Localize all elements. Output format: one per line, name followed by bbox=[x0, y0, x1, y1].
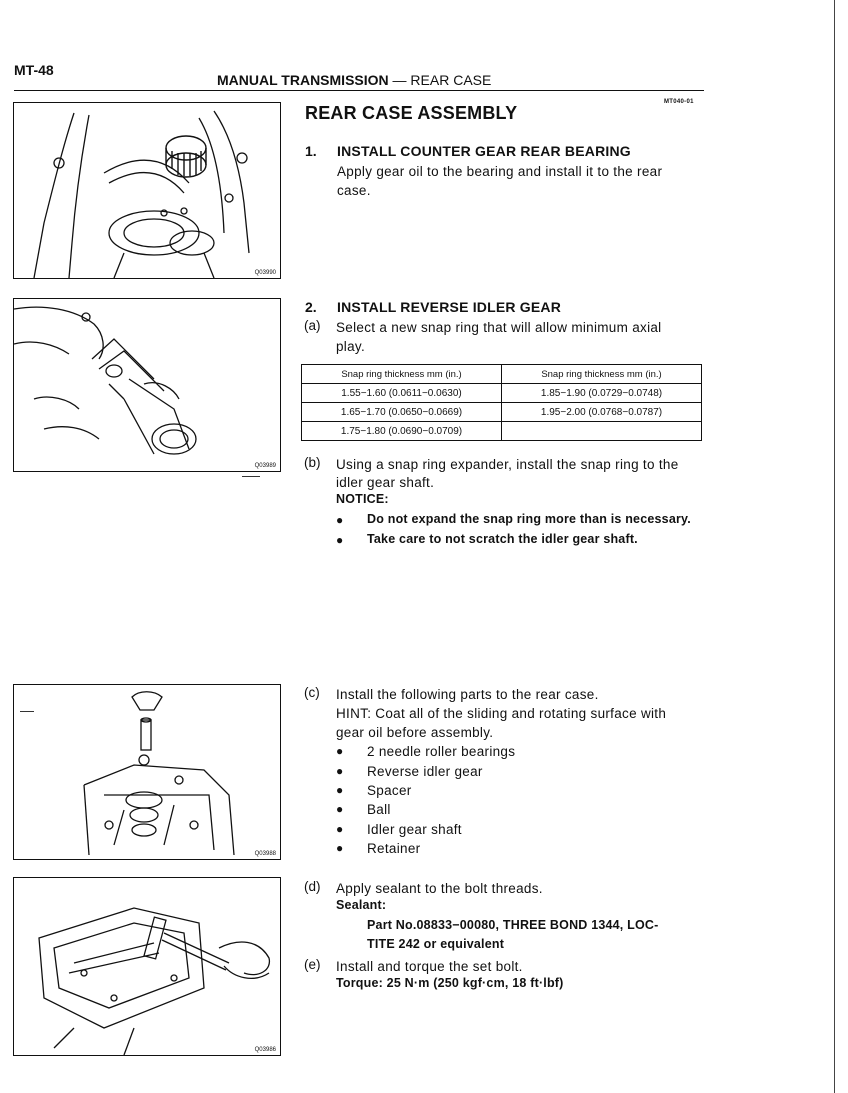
step2a-line1: Select a new snap ring that will allow minimum axial bbox=[336, 320, 662, 335]
figure-snap-ring-expander bbox=[13, 298, 281, 472]
step2b-letter: (b) bbox=[304, 455, 321, 470]
list-item: Reverse idler gear bbox=[367, 764, 483, 779]
page-number: MT-48 bbox=[14, 62, 54, 78]
figure-code: Q03989 bbox=[254, 463, 276, 469]
step2c-letter: (c) bbox=[304, 685, 320, 700]
list-item: Spacer bbox=[367, 783, 412, 798]
snap-ring-table-wrapper bbox=[301, 364, 702, 441]
step2c-line1: Install the following parts to the rear case. bbox=[336, 687, 599, 702]
step1-text-line2: case. bbox=[337, 183, 371, 198]
figure-code: Q03988 bbox=[254, 851, 276, 857]
step2-number: 2. bbox=[305, 299, 317, 315]
snap-ring-table bbox=[301, 364, 702, 441]
notice-label: NOTICE: bbox=[336, 492, 389, 506]
step1-number: 1. bbox=[305, 143, 317, 159]
table-cell bbox=[502, 422, 702, 441]
step1-text-line1: Apply gear oil to the bearing and install it to the rear bbox=[337, 164, 663, 179]
figure-code: Q03990 bbox=[254, 270, 276, 276]
sealant-label: Sealant: bbox=[336, 898, 387, 912]
parts-bullet: ● bbox=[336, 822, 344, 836]
parts-bullet: ● bbox=[336, 764, 344, 778]
parts-bullet: ● bbox=[336, 783, 344, 797]
notice-item: Do not expand the snap ring more than is necessary. bbox=[367, 512, 691, 526]
table-row bbox=[302, 403, 702, 422]
step2e-line1: Install and torque the set bolt. bbox=[336, 959, 523, 974]
page-edge-line bbox=[834, 0, 835, 1093]
notice-bullet: ● bbox=[336, 533, 344, 547]
list-item: Idler gear shaft bbox=[367, 822, 462, 837]
notice-item: Take care to not scratch the idler gear shaft. bbox=[367, 532, 638, 546]
parts-bullet: ● bbox=[336, 744, 344, 758]
table-header-cell: Snap ring thickness mm (in.) bbox=[502, 365, 702, 384]
table-header-cell: Snap ring thickness mm (in.) bbox=[302, 365, 502, 384]
notice-bullet: ● bbox=[336, 513, 344, 527]
rear-case-bearing-illustration bbox=[14, 103, 280, 278]
torque-spec: Torque: 25 N·m (250 kgf·cm, 18 ft·lbf) bbox=[336, 976, 564, 990]
step2-title: INSTALL REVERSE IDLER GEAR bbox=[337, 299, 562, 315]
scan-mark bbox=[242, 476, 260, 477]
step2a-letter: (a) bbox=[304, 318, 321, 333]
table-cell: 1.85−1.90 (0.0729−0.0748) bbox=[502, 384, 702, 403]
step2b-line2: idler gear shaft. bbox=[336, 475, 435, 490]
table-row bbox=[302, 422, 702, 441]
header-separator: — bbox=[388, 72, 411, 88]
step1-title: INSTALL COUNTER GEAR REAR BEARING bbox=[337, 143, 631, 159]
parts-bullet: ● bbox=[336, 841, 344, 855]
section-name: MANUAL TRANSMISSION bbox=[217, 72, 389, 88]
set-bolt-torque-illustration bbox=[14, 878, 280, 1055]
table-header-row bbox=[302, 365, 702, 384]
subsection-name: REAR CASE bbox=[410, 72, 492, 88]
list-item: Retainer bbox=[367, 841, 421, 856]
table-cell: 1.55−1.60 (0.0611−0.0630) bbox=[302, 384, 502, 403]
figure-counter-gear-bearing bbox=[13, 102, 281, 279]
table-cell: 1.65−1.70 (0.0650−0.0669) bbox=[302, 403, 502, 422]
step2e-letter: (e) bbox=[304, 957, 321, 972]
step2b-line1: Using a snap ring expander, install the snap ring to the bbox=[336, 457, 679, 472]
scan-mark bbox=[20, 711, 34, 712]
figure-set-bolt-torque bbox=[13, 877, 281, 1056]
table-cell: 1.75−1.80 (0.0690−0.0709) bbox=[302, 422, 502, 441]
list-item: Ball bbox=[367, 802, 391, 817]
running-header bbox=[217, 72, 491, 88]
idler-gear-parts-illustration bbox=[14, 685, 280, 859]
parts-bullet: ● bbox=[336, 802, 344, 816]
list-item: 2 needle roller bearings bbox=[367, 744, 516, 759]
document-code: MT040-01 bbox=[664, 99, 694, 105]
header-rule bbox=[14, 90, 704, 91]
page-title: REAR CASE ASSEMBLY bbox=[305, 103, 518, 123]
figure-code: Q03986 bbox=[254, 1047, 276, 1053]
figure-reverse-idler-parts bbox=[13, 684, 281, 860]
table-row bbox=[302, 384, 702, 403]
sealant-line2: TITE 242 or equivalent bbox=[367, 937, 505, 951]
hint-line1: HINT: Coat all of the sliding and rotating surface with bbox=[336, 706, 667, 721]
step2a-line2: play. bbox=[336, 339, 366, 354]
table-cell: 1.95−2.00 (0.0768−0.0787) bbox=[502, 403, 702, 422]
hint-line2: gear oil before assembly. bbox=[336, 725, 494, 740]
step2d-letter: (d) bbox=[304, 879, 321, 894]
sealant-line1: Part No.08833−00080, THREE BOND 1344, LOC- bbox=[367, 918, 659, 932]
snap-ring-expander-illustration bbox=[14, 299, 280, 471]
step2d-line1: Apply sealant to the bolt threads. bbox=[336, 881, 543, 896]
